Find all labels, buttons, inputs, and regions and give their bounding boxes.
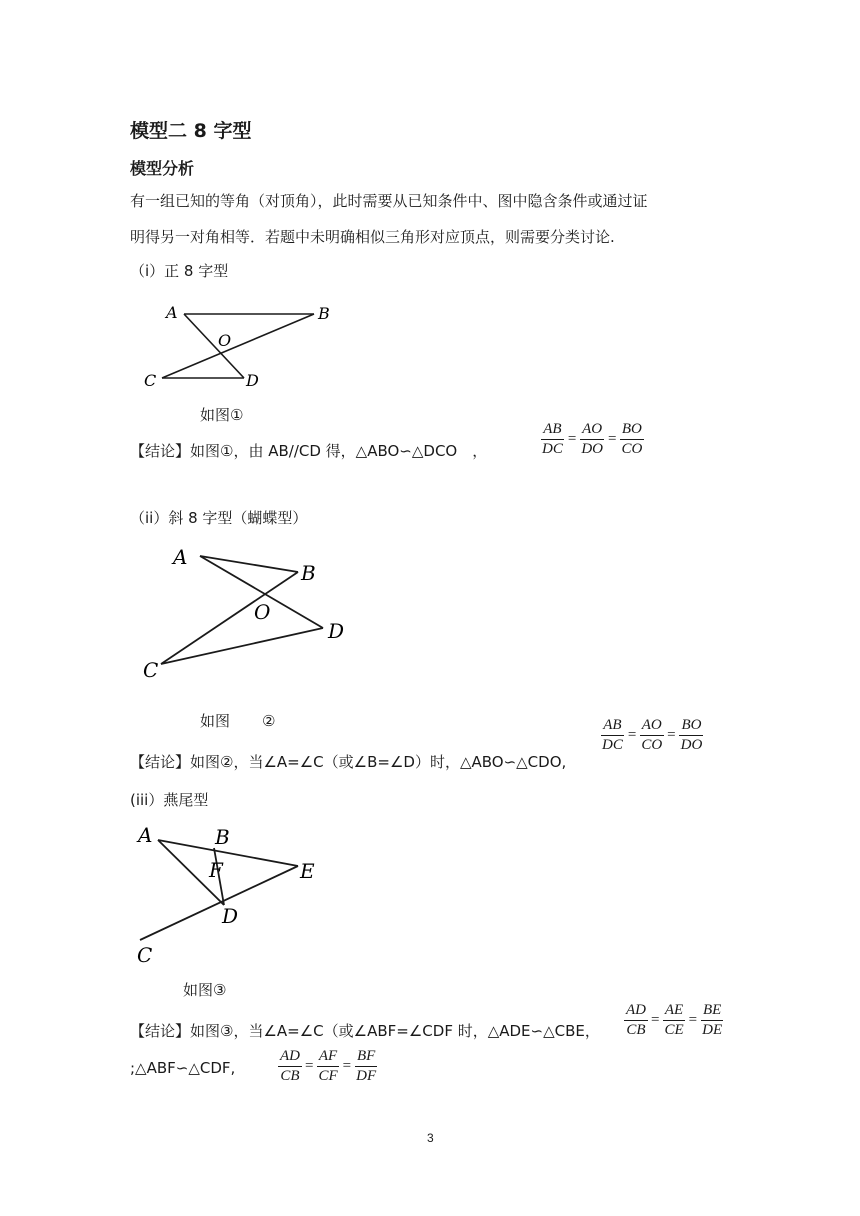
figure-3 [132,820,347,970]
case2-conclusion: 【结论】如图②，当∠A=∠C（或∠B=∠D）时，△ABO∽△CDO, [130,753,567,771]
fig3-label-a: A [138,823,153,847]
fig2-label-o: O [254,600,271,624]
fig3-label-f: F [209,858,223,882]
figure-2-caption-number: ② [262,712,276,730]
ratio-term: $\frac{AO}{DO}$ [581,421,603,457]
fig1-label-d: D [246,371,259,390]
fig1-label-b: B [318,304,330,323]
figure-1 [140,296,360,396]
ratio-term: $\frac{AO}{CO}$ [641,717,663,753]
ratio-term: $\frac{AB}{DC}$ [602,717,623,753]
fig2-label-c: C [143,658,159,682]
figure-2-caption-text: 如图 [200,712,231,730]
case2-title: （ii）斜 8 字型（蝴蝶型） [130,509,308,527]
figure-1-caption: 如图① [200,406,244,424]
ratio-term: $\frac{BO}{DO}$ [680,717,703,753]
intro-line-2: 明得另一对角相等．若题中未明确相似三角形对应顶点，则需要分类讨论. [130,228,615,246]
case3-ratio-a: $\frac{AD}{CB}$ = $\frac{AE}{CE}$ = $\frac{BE}{DE}$ [626,1002,723,1038]
ratio-term: $\frac{AD}{CB}$ [626,1002,646,1038]
case1-title: （i）正 8 字型 [130,262,229,280]
intro-line-1: 有一组已知的等角（对顶角），此时需要从已知条件中、图中隐含条件或通过证 [130,192,648,210]
ratio-term: $\frac{AE}{CE}$ [664,1002,684,1038]
case3-title: (iii）燕尾型 [130,791,209,809]
fig1-label-o: O [218,331,232,350]
fig3-label-c: C [137,943,153,967]
page-number: 3 [427,1131,434,1145]
case3-conclusion-2: ;△ABF∽△CDF, [130,1059,236,1077]
ratio-term: $\frac{AF}{CF}$ [318,1048,338,1084]
case2-ratio: $\frac{AB}{DC}$ = $\frac{AO}{CO}$ = $\frac{BO}{DO}$ [602,717,703,753]
fig2-label-a: A [173,545,188,569]
case3-ratio-b: $\frac{AD}{CB}$ = $\frac{AF}{CF}$ = $\frac{BF}{DF}$ [280,1048,377,1084]
ratio-term: $\frac{BE}{DE}$ [702,1002,723,1038]
figure-3-caption: 如图③ [183,981,227,999]
fig2-label-d: D [328,619,345,643]
ratio-term: $\frac{BO}{CO}$ [621,421,643,457]
fig3-label-b: B [215,825,230,849]
section-heading: 模型二 8 字型 [130,120,252,142]
fig2-label-b: B [301,561,316,585]
fig3-label-d: D [222,904,239,928]
figure-2 [135,540,365,685]
subheading: 模型分析 [130,159,195,178]
fig1-label-a: A [166,303,178,322]
fig1-label-c: C [144,371,157,390]
ratio-term: $\frac{AB}{DC}$ [542,421,563,457]
case3-conclusion: 【结论】如图③，当∠A=∠C（或∠ABF=∠CDF 时，△ADE∽△CBE， [130,1022,600,1040]
ratio-term: $\frac{BF}{DF}$ [356,1048,377,1084]
case1-ratio: $\frac{AB}{DC}$ = $\frac{AO}{DO}$ = $\frac{BO}{CO}$ [542,421,643,457]
figure-2-caption [200,710,275,731]
ratio-term: $\frac{AD}{CB}$ [280,1048,300,1084]
case1-conclusion: 【结论】如图①，由 AB//CD 得，△ABO∽△DCO ， [130,442,488,460]
fig3-label-e: E [300,859,315,883]
